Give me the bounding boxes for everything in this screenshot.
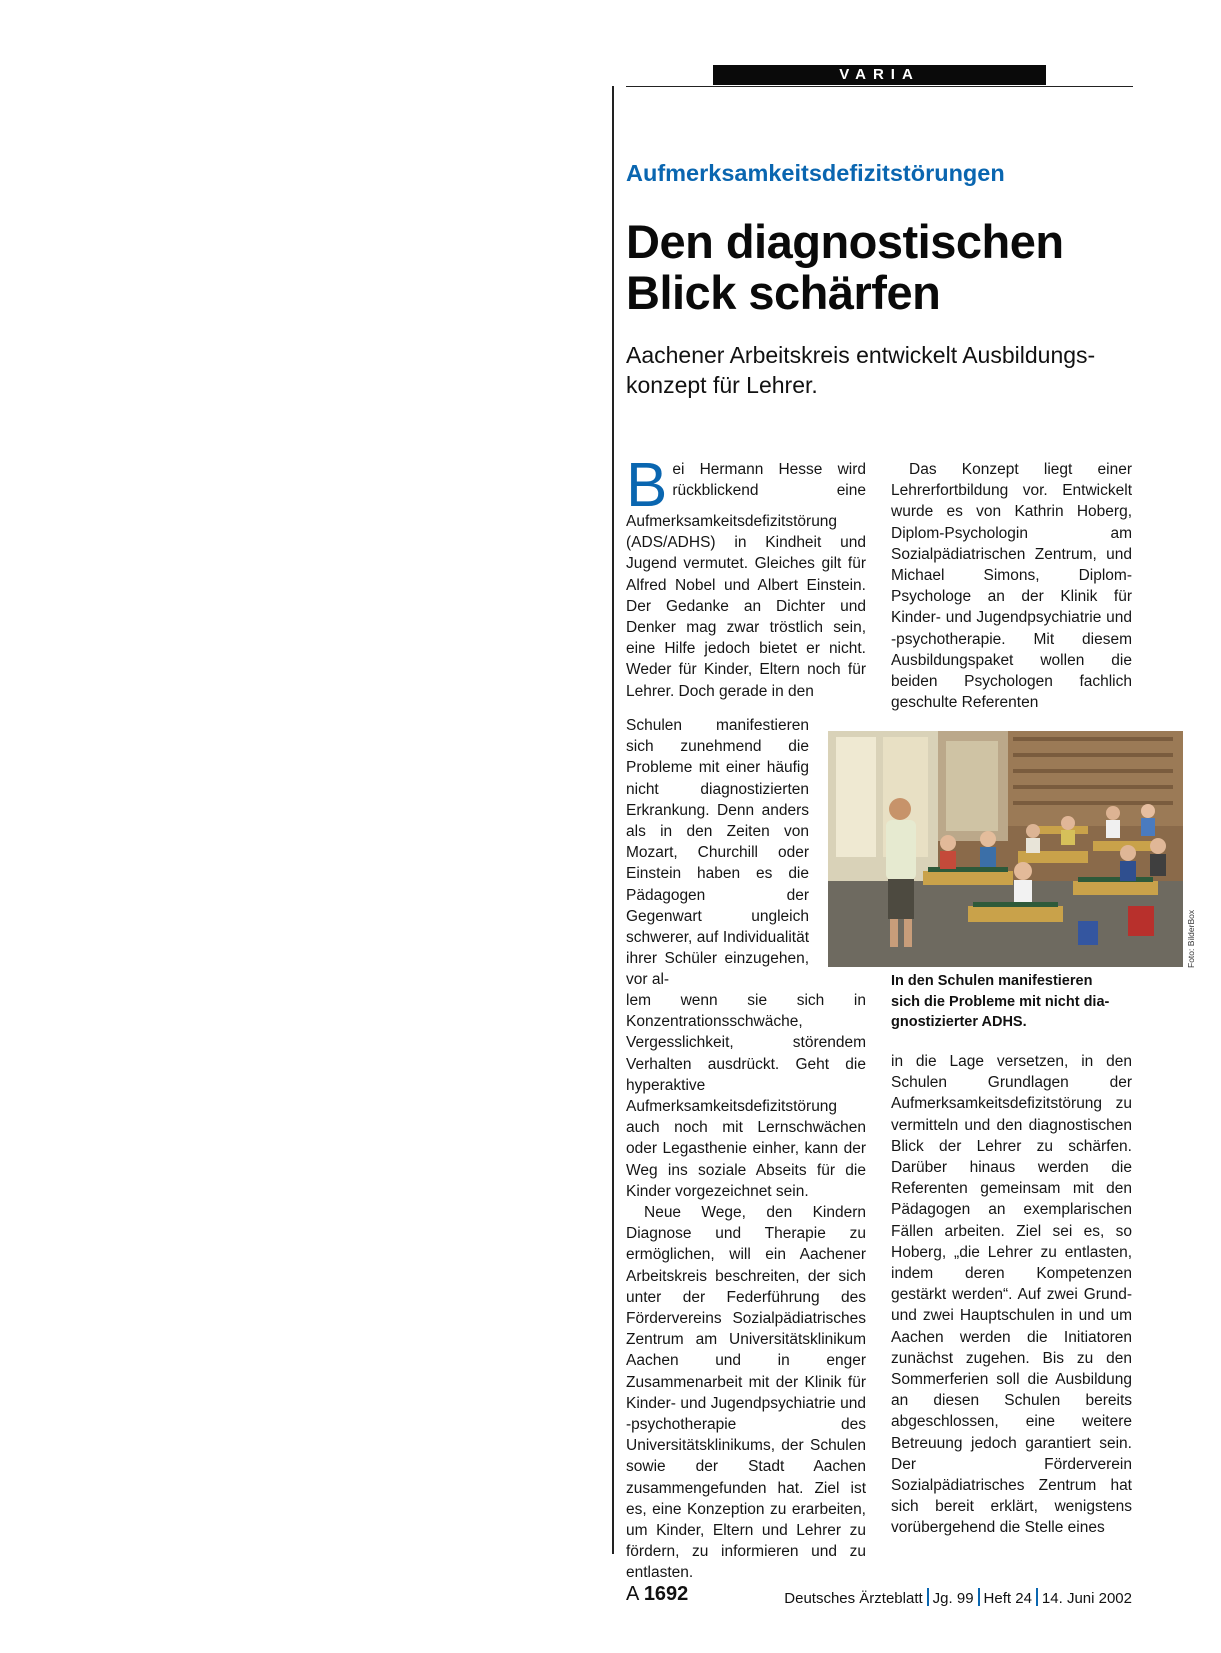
- caption-line: In den Schulen manifestieren: [891, 973, 1093, 989]
- body-column-2-bottom: [891, 1051, 1132, 1539]
- drop-cap: B: [626, 451, 668, 520]
- article-kicker: Aufmerksamkeitsdefizitstörungen: [626, 160, 1005, 186]
- photo-caption: [891, 971, 1141, 1033]
- header-rule: [626, 86, 1133, 87]
- caption-line: sich die Probleme mit nicht dia-: [891, 993, 1110, 1010]
- section-label: VARIA: [713, 65, 1046, 85]
- classroom-photo: [828, 731, 1183, 967]
- journal-volume: Jg. 99: [932, 1590, 974, 1607]
- body-column-1-beside-photo: [626, 715, 809, 991]
- body-paragraph: lem wenn sie sich in Konzentrationsschwäche, Vergesslichkeit, störendem Verhalten ausdrückt. Geht die hyperaktive Aufmerksamkeitsdefizitstörung auch noch mit Lernschwächen oder Legasthenie einher, kann der Weg ins soziale Abseits für die Kinder vorgezeichnet sein.: [626, 992, 866, 1200]
- footer-meta: [784, 1588, 1132, 1607]
- subtitle-line: Aachener Arbeitskreis entwickelt Ausbildungs-: [626, 342, 1096, 368]
- article-subtitle: [626, 340, 1146, 400]
- body-paragraph: Das Konzept liegt einer Lehrerfortbildung vor. Entwickelt wurde es von Kathrin Hoberg, Diplom-Psychologin am Sozialpädiatrischen Zentrum, und Michael Simons, Diplom-Psychologe an der Klinik für Kinder- und Jugendpsychiatrie und -psychotherapie. Mit diesem Ausbildungspaket wollen die beiden Psychologen fachlich geschulte Referenten: [891, 461, 1132, 712]
- footer-separator: [1036, 1588, 1038, 1606]
- page-number: [626, 1583, 688, 1606]
- article-title: [626, 216, 1146, 318]
- body-paragraph: Neue Wege, den Kindern Diagnose und Therapie zu ermöglichen, will ein Aachener Arbeitskreis beschreiten, der sich unter der Federführung des Fördervereins Sozialpädiatrisches Zentrum am Universitätsklinikum Aachen und in enger Zusammenarbeit mit der Klinik für Kinder- und Jugendpsychiatrie und -psychotherapie des Universitätsklinikums, der Schulen sowie der Stadt Aachen zusammengefunden hat. Ziel ist es, eine Konzeption zu erarbeiten, um Kinder, Eltern und Lehrer zu fördern, zu informieren und zu entlasten.: [626, 1204, 866, 1582]
- footer-separator: [978, 1588, 980, 1606]
- body-paragraph: in die Lage versetzen, in den Schulen Grundlagen der Aufmerksamkeitsdefizitstörung zu vermitteln und den diagnostischen Blick der Lehrer zu schärfen. Darüber hinaus werden die Referenten gemeinsam mit den Pädagogen an exemplarischen Fällen arbeiten. Ziel sei es, so Hoberg, „die Lehrer zu entlasten, indem deren Kompetenzen gestärkt werden“. Auf zwei Grund- und zwei Hauptschulen in und um Aachen werden die Initiatoren zunächst zugehen. Bis zu den Sommerferien soll die Ausbildung an diesen Schulen bereits abgeschlossen, eine weitere Betreuung jedoch garantiert sein. Der Förderverein Sozialpädiatrisches Zentrum hat sich bereit erklärt, wenigstens vorübergehend die Stelle eines: [891, 1053, 1132, 1537]
- title-line: Den diagnostischen: [626, 215, 1064, 268]
- body-text: Schulen manifestieren sich zunehmend die Probleme mit einer häufig nicht diagnostizierten Erkrankung. Denn anders als in den Zeiten von Mozart, Churchill oder Einstein haben es die Pädagogen der Gegenwart ungleich schwerer, auf Individualität ihrer Schüler einzugehen, vor al-: [626, 717, 809, 989]
- photo-credit: Foto: BilderBox: [1186, 909, 1196, 968]
- title-line: Blick schärfen: [626, 266, 941, 319]
- subtitle-line: konzept für Lehrer.: [626, 372, 818, 398]
- body-text: ei Hermann Hesse wird rückblickend eine Aufmerksamkeitsdefizitstörung (ADS/ADHS) in Kindheit und Jugend vermutet. Gleiches gilt für Alfred Nobel und Albert Einstein. Der Gedanke an Dichter und Denker mag zwar tröstlich sein, eine Hilfe jedoch bietet er nicht. Weder für Kinder, Eltern noch für Lehrer. Doch gerade in den: [626, 461, 866, 700]
- page-prefix: A: [626, 1583, 639, 1605]
- caption-line: gnostizierter ADHS.: [891, 1014, 1027, 1030]
- body-column-1-bottom: [626, 990, 866, 1584]
- issue-date: 14. Juni 2002: [1041, 1590, 1132, 1607]
- body-column-2-top: [891, 459, 1132, 713]
- column-rule: [612, 86, 614, 1554]
- footer-separator: [927, 1588, 929, 1606]
- journal-name: Deutsches Ärzteblatt: [784, 1590, 923, 1607]
- journal-issue: Heft 24: [983, 1590, 1032, 1607]
- page-number-value: 1692: [643, 1583, 689, 1605]
- body-column-1-top: [626, 451, 866, 702]
